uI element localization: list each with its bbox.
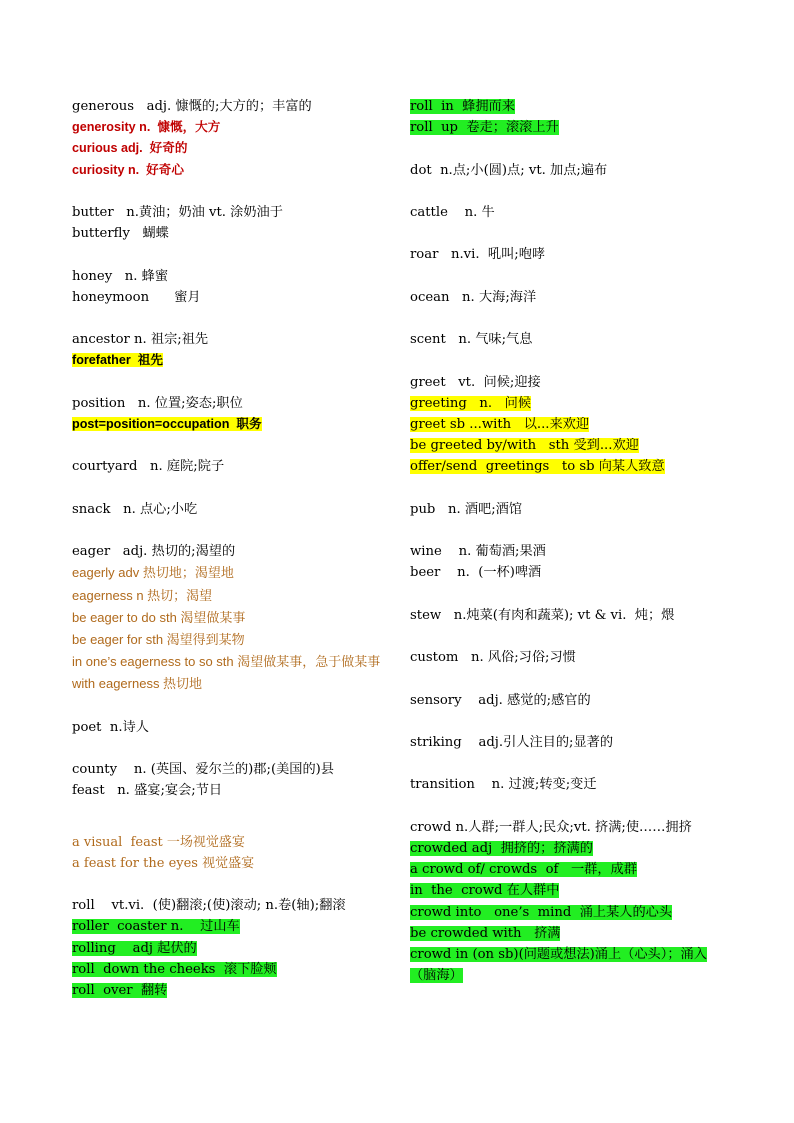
entry-roller-coaster: roller coaster n. 过山车 [72, 919, 240, 935]
entry-county: county n. (英国、爱尔兰的)郡;(美国的)县 [72, 762, 334, 778]
entry-courtyard: courtyard n. 庭院;院子 [72, 459, 225, 475]
entry-with-eagerness: with eagerness 热切地 [72, 676, 203, 692]
entry-eager-for: be eager for sth 渴望得到某物 [72, 631, 245, 647]
entry-pub: pub n. 酒吧;酒馆 [410, 501, 523, 517]
entry-offer-greetings: offer/send greetings to sb 向某人致意 [410, 459, 665, 475]
entry-be-greeted: be greeted by/with sth 受到...欢迎 [410, 438, 639, 454]
entry-curious: curious adj. 好奇的 [72, 141, 188, 156]
entry-roll-down: roll down the cheeks 滚下脸颊 [72, 961, 277, 977]
right-column [410, 96, 730, 986]
entry-in-eagerness: in one’s eagerness to so sth 渴望做某事，急于做某事 [72, 654, 381, 670]
entry-eager-to-do: be eager to do sth 渴望做某事 [72, 609, 246, 625]
entry-crowd: crowd n.人群;一群人;民众;vt. 挤满;使……拥挤 [410, 819, 692, 835]
entry-transition: transition n. 过渡;转变;变迁 [410, 777, 597, 793]
entry-snack: snack n. 点心;小吃 [72, 501, 198, 517]
entry-roar: roar n.vi. 吼叫;咆哮 [410, 247, 546, 263]
entry-cattle: cattle n. 牛 [410, 204, 495, 220]
entry-post: post=position=occupation 职务 [72, 416, 262, 431]
entry-feast-for-eyes: a feast for the eyes 视觉盛宴 [72, 855, 255, 871]
entry-eagerly: eagerly adv 热切地；渴望地 [72, 565, 234, 581]
entry-curiosity: curiosity n. 好奇心 [72, 162, 184, 177]
entry-butter: butter n.黄油；奶油 vt. 涂奶油于 [72, 205, 283, 220]
entry-scent: scent n. 气味;气息 [410, 332, 533, 348]
entry-sensory: sensory adj. 感觉的;感官的 [410, 692, 591, 708]
entry-ancestor: ancestor n. 祖宗;祖先 [72, 332, 209, 348]
entry-roll-up: roll up 卷走；滚滚上升 [410, 120, 559, 136]
entry-roll: roll vt.vi. (使)翻滚;(使)滚动; n.卷(轴);翻滚 [72, 898, 346, 914]
entry-custom: custom n. 风俗;习俗;习惯 [410, 650, 576, 666]
entry-honey: honey n. 蜂蜜 [72, 268, 169, 284]
entry-roll-over: roll over 翻转 [72, 982, 168, 998]
entry-a-crowd-of: a crowd of/ crowds of 一群，成群 [410, 862, 637, 878]
entry-crowded: crowded adj 拥挤的；挤满的 [410, 840, 593, 856]
entry-generous: generous adj. 慷慨的;大方的；丰富的 [72, 99, 312, 114]
entry-crowd-in: crowd in (on sb)(问题或想法)涌上（心头）；涌入（脑海） [410, 946, 707, 984]
entry-position: position n. 位置;姿态;职位 [72, 395, 243, 411]
entry-eager: eager adj. 热切的;渴望的 [72, 544, 236, 560]
entry-wine: wine n. 葡萄酒;果酒 [410, 544, 546, 560]
entry-striking: striking adj.引人注目的;显著的 [410, 734, 614, 750]
entry-greet: greet vt. 问候;迎接 [410, 374, 541, 390]
entry-beer: beer n. (一杯)啤酒 [410, 565, 542, 581]
entry-in-the-crowd: in the crowd 在人群中 [410, 883, 560, 899]
entry-feast: feast n. 盛宴;宴会;节日 [72, 783, 223, 799]
entry-honeymoon: honeymoon 蜜月 [72, 289, 201, 305]
entry-eagerness: eagerness n 热切；渴望 [72, 587, 213, 603]
entry-ocean: ocean n. 大海;海洋 [410, 289, 537, 305]
entry-greeting: greeting n. 问候 [410, 395, 532, 411]
entry-butterfly: butterfly 蝴蝶 [72, 226, 169, 242]
entry-forefather: forefather 祖先 [72, 353, 163, 368]
left-column [72, 96, 392, 1001]
entry-generosity: generosity n. 慷慨，大方 [72, 120, 221, 135]
entry-poet: poet n.诗人 [72, 719, 149, 735]
entry-greet-sb: greet sb ...with 以...来欢迎 [410, 416, 590, 432]
entry-visual-feast: a visual feast 一场视觉盛宴 [72, 834, 245, 850]
entry-stew: stew n.炖菜(有肉和蔬菜); vt & vi. 炖；煨 [410, 607, 675, 623]
entry-rolling: rolling adj 起伏的 [72, 940, 197, 956]
entry-dot: dot n.点;小(圆)点; vt. 加点;遍布 [410, 162, 608, 178]
entry-crowd-into: crowd into one’s mind 涌上某人的心头 [410, 904, 673, 920]
entry-be-crowded-with: be crowded with 挤满 [410, 925, 561, 941]
entry-roll-in: roll in 蜂拥而来 [410, 99, 515, 114]
